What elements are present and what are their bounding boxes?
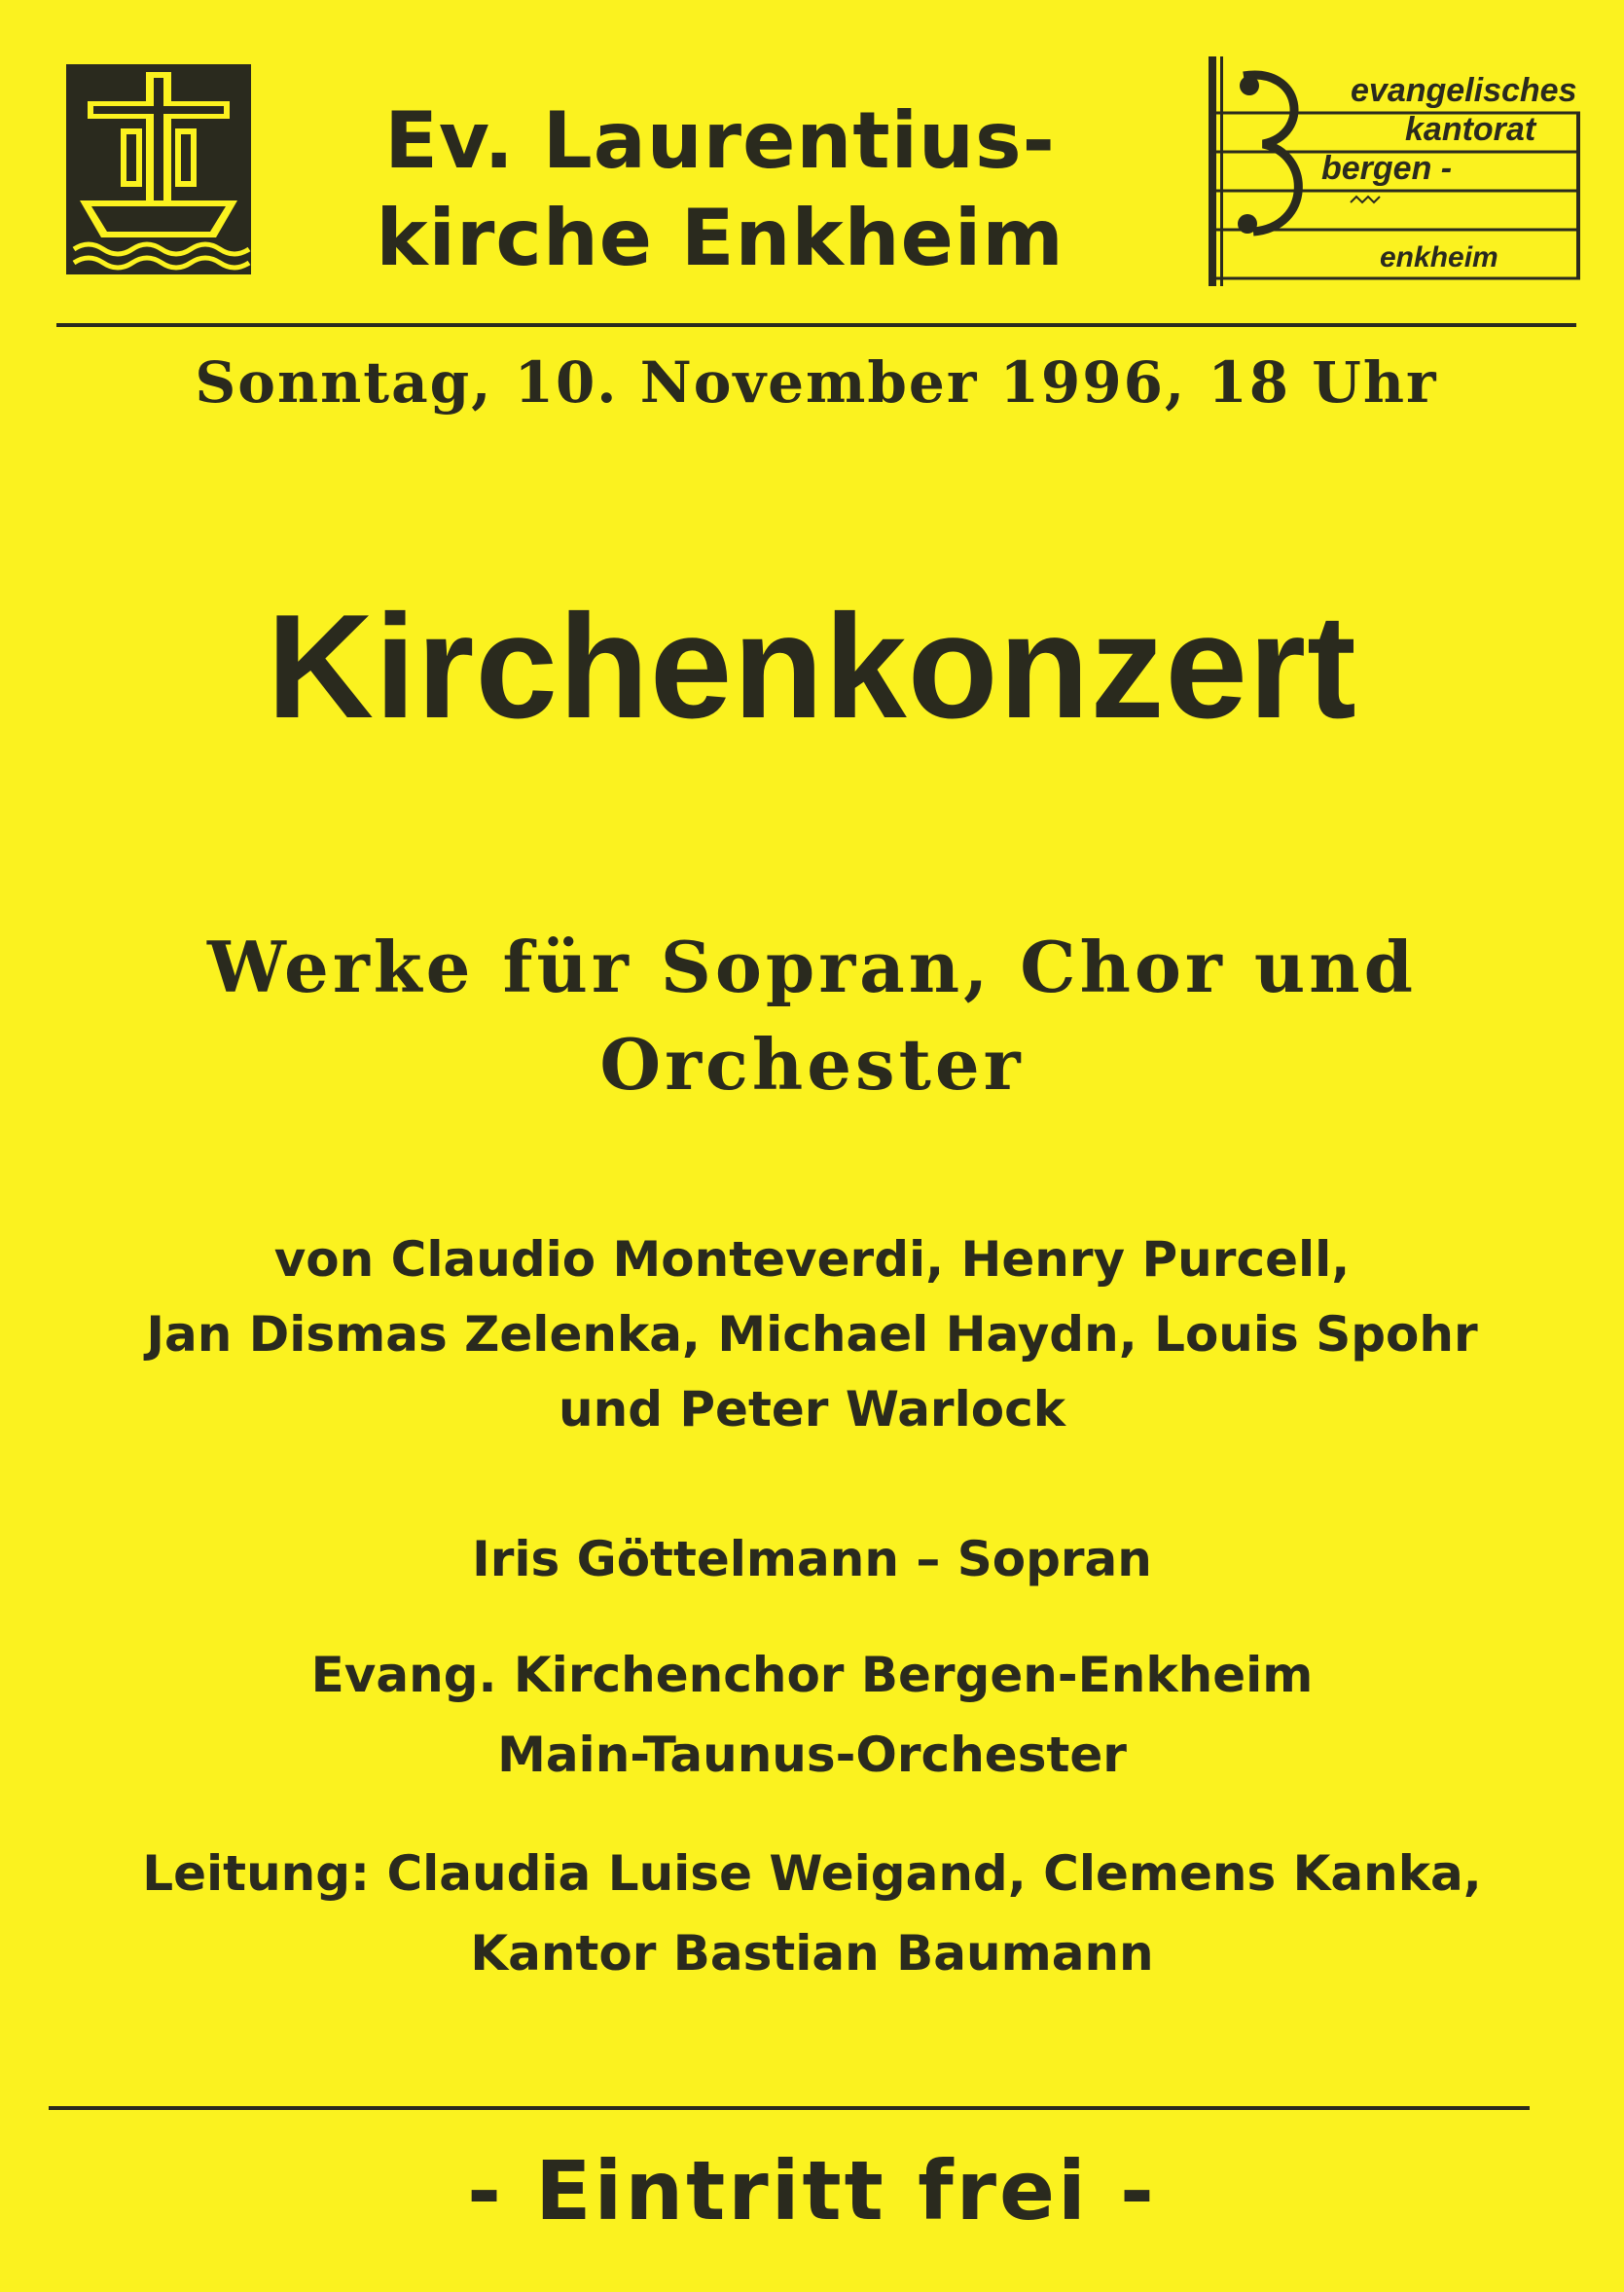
event-title: Kirchenkonzert	[267, 584, 1357, 749]
kantorat-text: evangelisches	[1351, 72, 1577, 109]
admission-note: - Eintritt frei -	[467, 2143, 1157, 2238]
divider-bottom	[49, 2106, 1530, 2110]
subtitle-line: Orchester	[599, 1023, 1025, 1106]
church-name	[292, 92, 1148, 287]
divider-top	[56, 323, 1576, 327]
composers-line: von Claudio Monteverdi, Henry Purcell,	[273, 1231, 1351, 1288]
kantorat-text: bergen -	[1321, 150, 1453, 187]
event-date: Sonntag, 10. November 1996, 18 Uhr	[195, 349, 1438, 416]
subtitle-line: Werke für Sopran, Chor und	[207, 926, 1417, 1008]
conductor-line: Leitung: Claudia Luise Weigand, Clemens Kanka,	[142, 1845, 1482, 1902]
ensemble-line: Evang. Kirchenchor Bergen-Enkheim	[310, 1647, 1314, 1703]
church-name-line: kirche Enkheim	[376, 193, 1065, 283]
church-ship-cross-icon	[66, 64, 251, 274]
kantorat-text: kantorat	[1405, 111, 1536, 148]
church-name-line: Ev. Laurentius-	[384, 95, 1056, 186]
composers-line: Jan Dismas Zelenka, Michael Haydn, Louis Spohr	[146, 1306, 1478, 1363]
kantorat-text: enkheim	[1380, 241, 1498, 273]
ensembles	[58, 1635, 1566, 1795]
composers-line: und Peter Warlock	[559, 1381, 1065, 1437]
soloist: Iris Göttelmann – Sopran	[472, 1531, 1152, 1587]
ensemble-line: Main-Taunus-Orchester	[497, 1727, 1127, 1783]
kantorat-logo	[1205, 56, 1584, 286]
composers-list	[58, 1222, 1566, 1447]
event-subtitle	[97, 919, 1527, 1113]
conductors	[58, 1834, 1566, 1993]
conductor-line: Kantor Bastian Baumann	[470, 1925, 1154, 1982]
